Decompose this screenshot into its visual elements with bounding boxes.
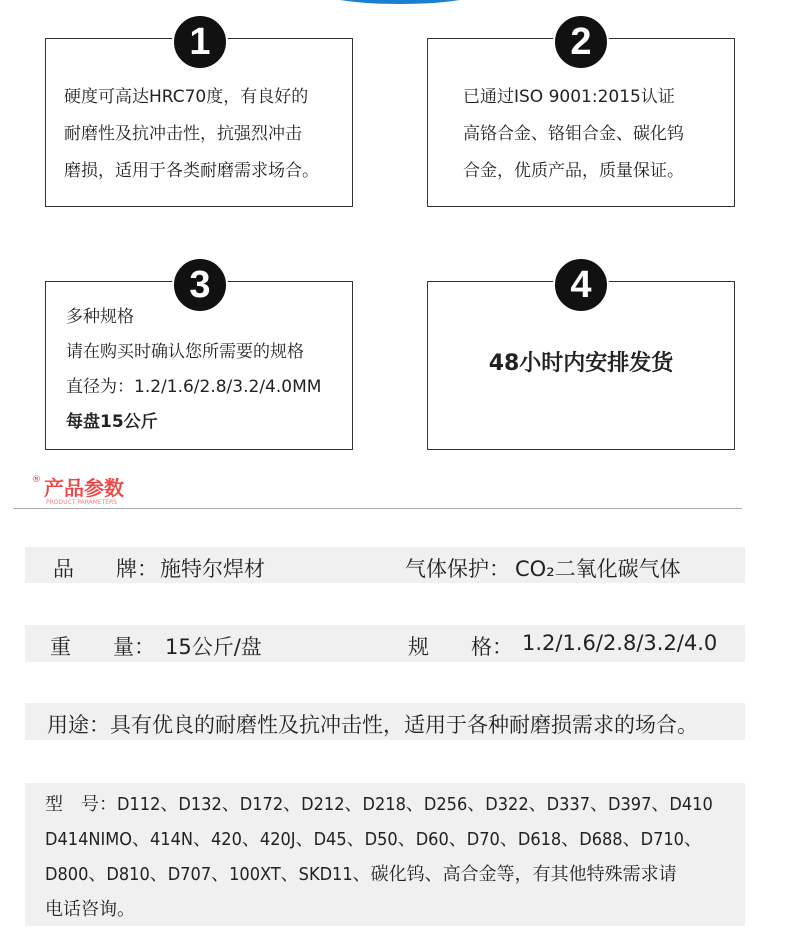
feature-text: 每盘15公斤 <box>66 412 158 432</box>
feature-text: 硬度可高达HRC70度，有良好的 <box>64 87 309 107</box>
param-value: CO₂二氧化碳气体 <box>515 557 681 581</box>
param-row <box>25 547 745 583</box>
param-value: 施特尔焊材 <box>160 557 265 581</box>
section-subtitle: PRODUCT PARAMETERS <box>46 499 118 506</box>
feature-text: 磨损，适用于各类耐磨需求场合。 <box>64 161 319 181</box>
registered-icon: ® <box>32 475 41 485</box>
param-row <box>25 703 745 740</box>
models-line: D414NIMO、414N、420、420J、D45、D50、D60、D70、D618、D688、D710、 <box>45 829 702 850</box>
number-badge-3: 3 <box>172 257 228 313</box>
feature-text: 高铬合金、铬钼合金、碳化钨 <box>463 124 684 144</box>
param-label: 重 量： <box>50 635 155 659</box>
number-badge-2: 2 <box>553 14 609 70</box>
models-line: 电话咨询。 <box>45 899 135 920</box>
param-label: 品 牌： <box>53 557 158 581</box>
feature-text: 合金，优质产品，质量保证。 <box>463 161 684 181</box>
models-line: 型 号：D112、D132、D172、D212、D218、D256、D322、D337、D397、D410 <box>45 794 713 815</box>
models-line: D800、D810、D707、100XT、SKD11、碳化钨、高合金等，有其他特殊需求请 <box>45 864 677 885</box>
param-value: 1.2/1.6/2.8/3.2/4.0 <box>522 631 718 655</box>
feature-text: 请在购买时确认您所需要的规格 <box>66 342 304 362</box>
divider <box>13 508 742 509</box>
param-label: 气体保护： <box>405 557 510 581</box>
param-value: 15公斤/盘 <box>165 635 262 659</box>
number-badge-4: 4 <box>553 257 609 313</box>
usage-text: 用途：具有优良的耐磨性及抗冲击性，适用于各种耐磨损需求的场合。 <box>47 713 698 737</box>
param-label: 规 格： <box>408 635 513 659</box>
param-row <box>25 625 745 662</box>
section-title: 产品参数 <box>44 476 124 500</box>
feature-text: 直径为：1.2/1.6/2.8/3.2/4.0MM <box>66 377 322 397</box>
feature-text: 耐磨性及抗冲击性，抗强烈冲击 <box>64 124 302 144</box>
feature-text: 已通过ISO 9001:2015认证 <box>463 87 675 107</box>
feature-text: 48小时内安排发货 <box>488 351 674 376</box>
top-decoration <box>320 0 480 4</box>
feature-text: 多种规格 <box>66 307 134 327</box>
models-block <box>25 783 745 926</box>
number-badge-1: 1 <box>172 14 228 70</box>
